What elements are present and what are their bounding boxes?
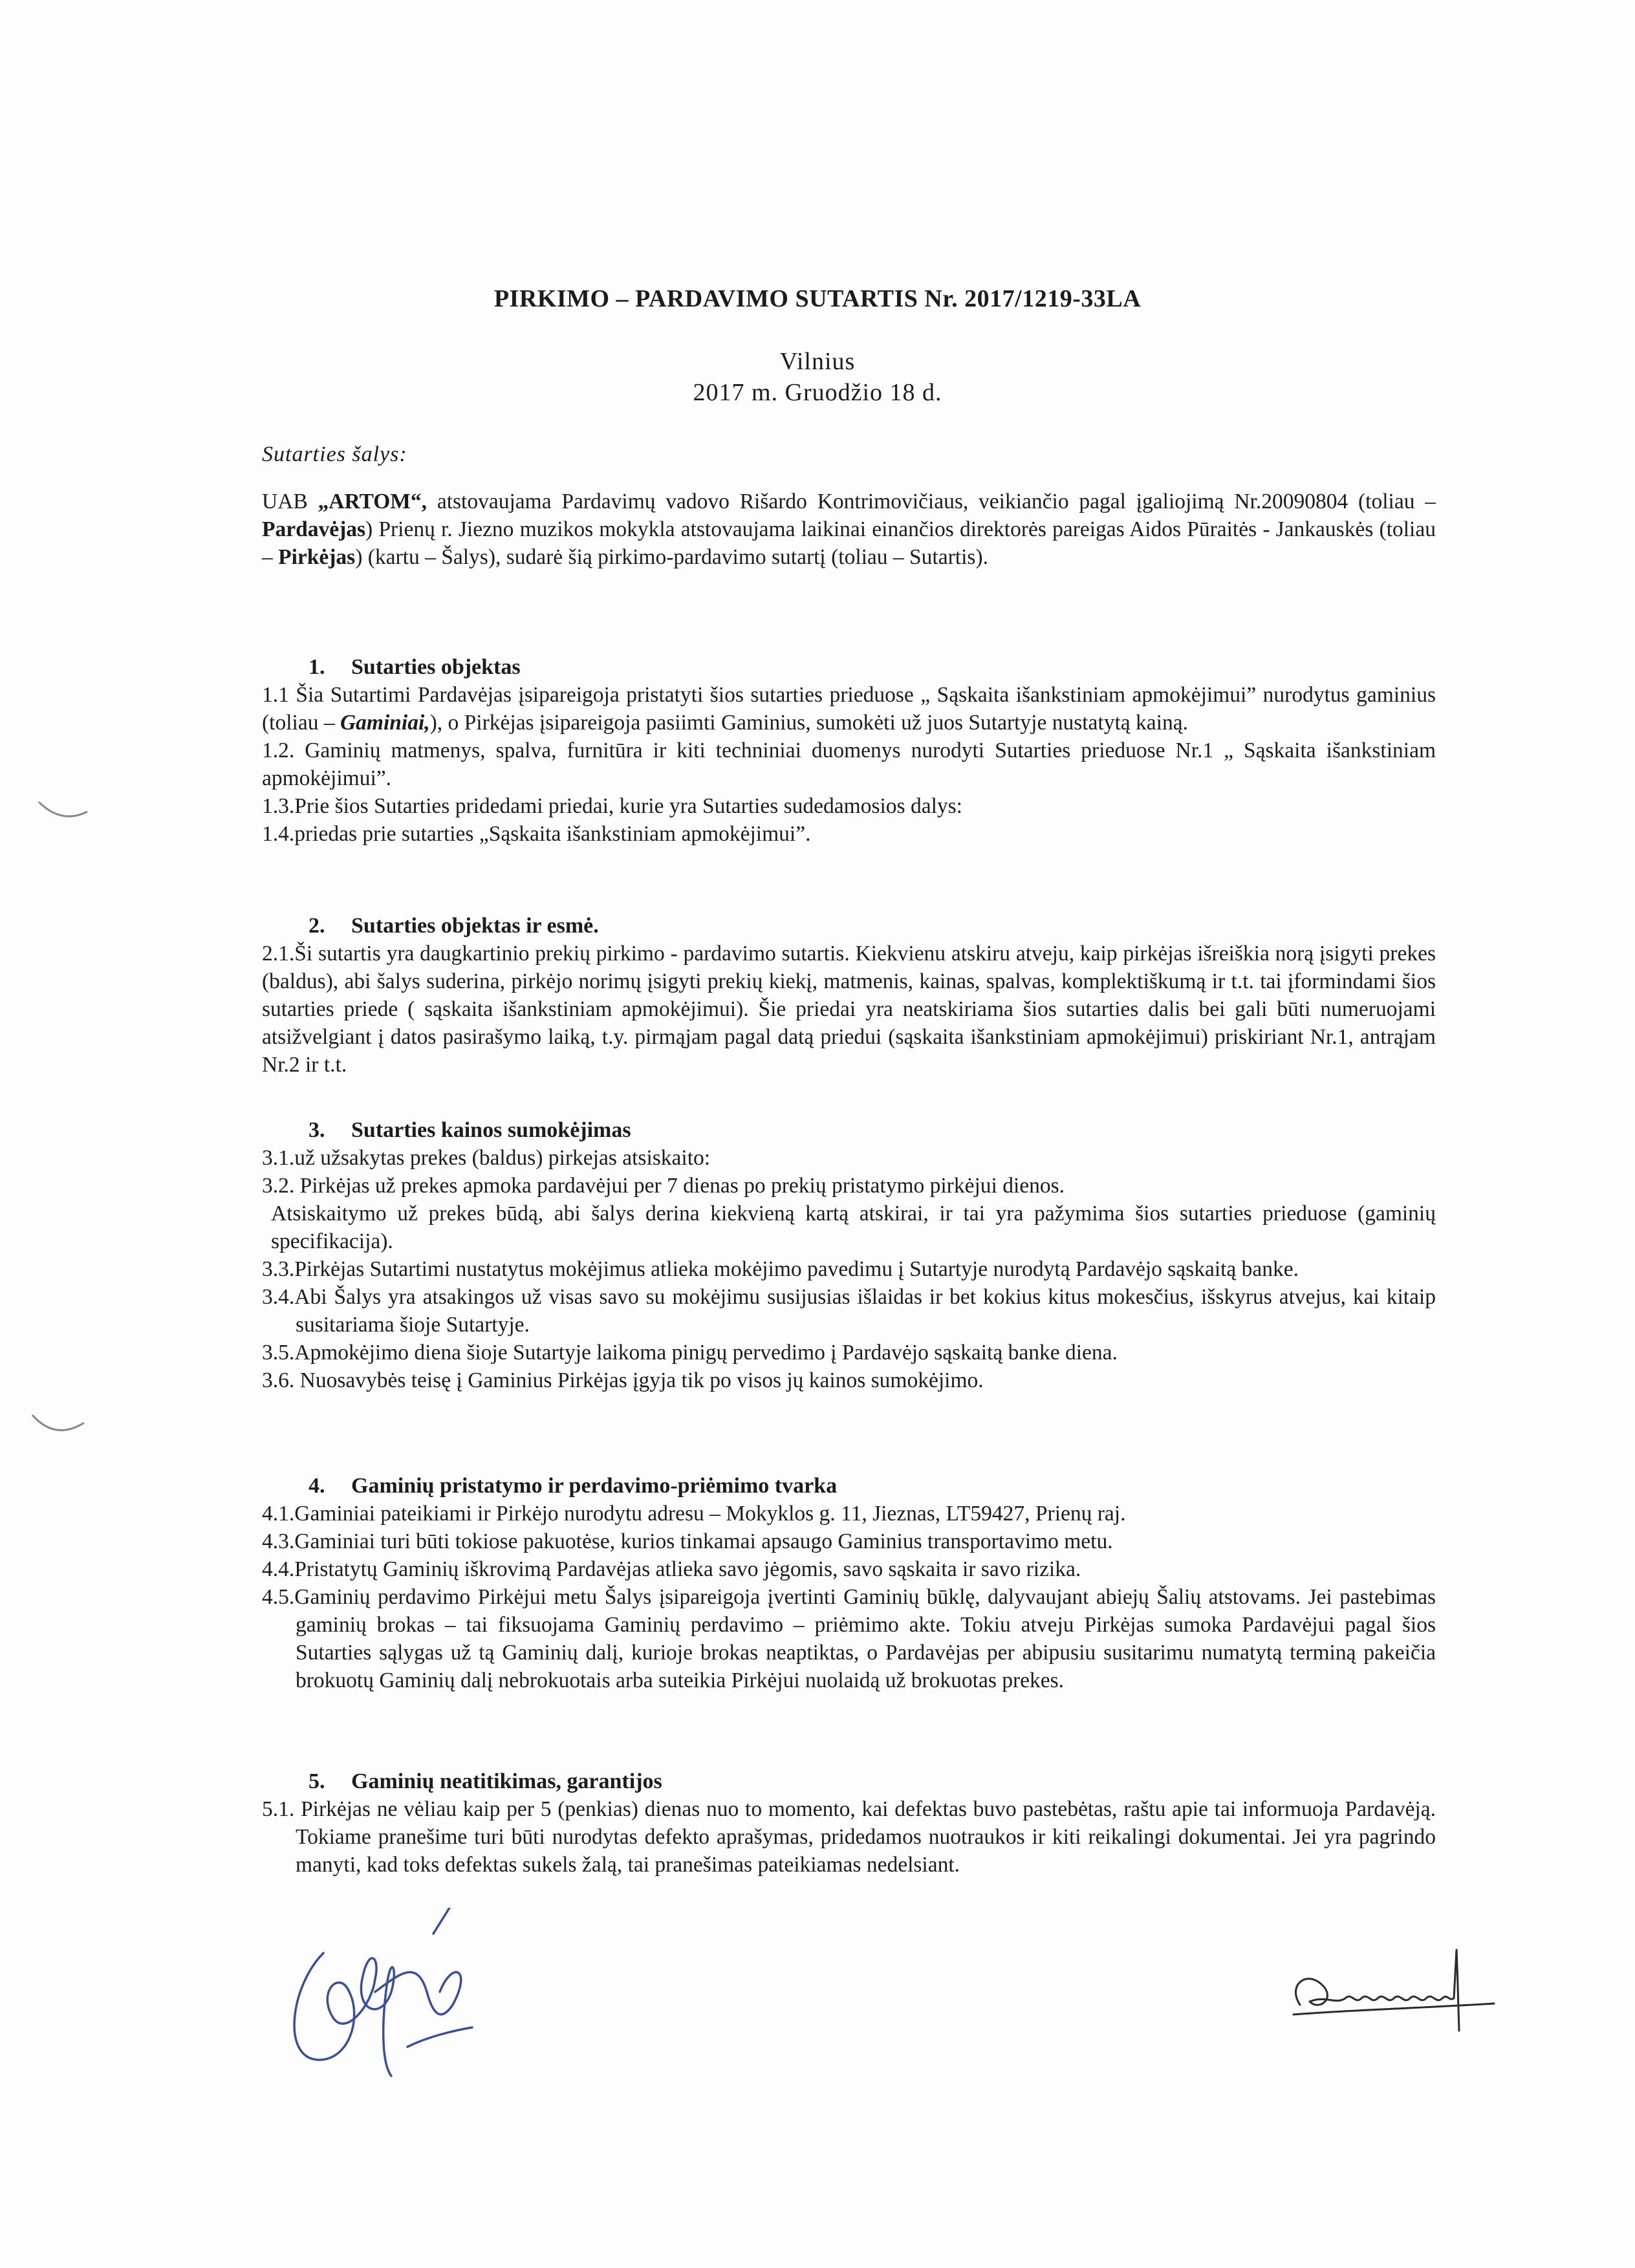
seller-company-name: „ARTOM“, — [318, 490, 428, 513]
section-heading — [262, 653, 1436, 681]
section-heading — [262, 1116, 1436, 1144]
section-heading — [262, 1472, 1436, 1500]
section-number: 5. — [309, 1769, 325, 1793]
binder-hole-mark — [26, 789, 103, 841]
parties-text: atstovaujama Pardavimų vadovo Rišardo Kontrimovičiaus, veikiančio pagal įgaliojimą Nr.20090804 (toliau – — [427, 490, 1436, 513]
clause-3-3: 3.3.Pirkėjas Sutartimi nustatytus mokėjimus atlieka mokėjimo pavedimu į Sutartyje nurodytą Pardavėjo sąskaitą banke. — [262, 1257, 1299, 1281]
parties-text: ) (kartu – Šalys), sudarė šią pirkimo-pardavimo sutartį (toliau – Sutartis). — [355, 545, 988, 569]
section-4 — [262, 1472, 1436, 1694]
clause-3-2: 3.2. Pirkėjas už prekes apmoka pardavėjui per 7 dienas po prekių pristatymo pirkėjui dienos. — [262, 1174, 1065, 1198]
clause-1-1 — [262, 681, 1436, 737]
binder-hole-mark — [19, 1403, 97, 1455]
clause-3-1: 3.1.už užsakytas prekes (baldus) pirkejas atsiskaito: — [262, 1146, 711, 1170]
section-title: Gaminių pristatymo ir perdavimo-priėmimo tvarka — [351, 1474, 838, 1498]
contract-title: PIRKIMO – PARDAVIMO SUTARTIS Nr. 2017/1219-33LA — [493, 285, 1142, 312]
section-2 — [262, 912, 1436, 1079]
section-heading — [262, 912, 1436, 940]
clause-3-5: 3.5.Apmokėjimo diena šioje Sutartyje laikoma pinigų pervedimo į Pardavėjo sąskaitą banke diena. — [262, 1341, 1118, 1365]
buyer-role: Pirkėjas — [278, 545, 356, 569]
buyer-signature — [278, 1908, 485, 2089]
section-title: Gaminių neatitikimas, garantijos — [351, 1769, 662, 1793]
clause-4-5: 4.5.Gaminių perdavimo Pirkėjui metu Šalys įsipareigoja įvertinti Gaminių būklę, dalyvaujant abiejų Šalių atstovams. Jei pastebimas gaminių brokas – tai fiksuojama Gaminių perdavimo – priėmimo akte. Tokiu atveju Pirkėjas sumoka Pardavėjui pagal šios Sutarties sąlygas už tą Gaminių dalį, kurioje brokas neaptiktas, o Pardavėjas per abipusiu susitarimu numatytą terminą pakeičia brokuotų Gaminių dalį nebrokuotais arba suteikia Pirkėjui nuolaidą už brokuotas prekes. — [262, 1585, 1436, 1692]
section-number: 1. — [309, 655, 325, 679]
section-title: Sutarties objektas — [351, 655, 521, 679]
section-1 — [262, 653, 1436, 848]
clause-4-1: 4.1.Gaminiai pateikiami ir Pirkėjo nurodytu adresu – Mokyklos g. 11, Jieznas, LT59427, Prienų raj. — [262, 1502, 1126, 1526]
clause-3-2-note: Atsiskaitymo už prekes būdą, abi šalys derina kiekvieną kartą atskirai, ir tai yra pažymima šios sutarties prieduose (gaminių specifikacija). — [271, 1202, 1436, 1253]
clause-3-6: 3.6. Nuosavybės teisę į Gaminius Pirkėjas įgyja tik po visos jų kainos sumokėjimo. — [262, 1368, 984, 1392]
section-number: 3. — [309, 1118, 325, 1142]
section-heading — [262, 1767, 1436, 1795]
clause-1-2: 1.2. Gaminių matmenys, spalva, furnitūra ir kiti techniniai duomenys nurodyti Sutarties prieduose Nr.1 „ Sąskaita išankstiniam apmokėjimui”. — [262, 739, 1436, 790]
parties-text: UAB — [262, 490, 318, 513]
clause-3-4: 3.4.Abi Šalys yra atsakingos už visas savo su mokėjimu susijusias išlaidas ir bet kokius kitus mokesčius, išskyrus atvejus, kai kitaip susitariama šioje Sutartyje. — [262, 1285, 1436, 1337]
section-3 — [262, 1116, 1436, 1394]
seller-signature — [1274, 1934, 1513, 2044]
clause-5-1: 5.1. Pirkėjas ne vėliau kaip per 5 (penkias) dienas nuo to momento, kai defektas buvo pastebėtas, raštu apie tai informuoja Pardavėją. Tokiame pranešime turi būti nurodytas defekto aprašymas, pridedamos nuotraukos ir kiti reikalingi dokumentai. Jei yra pagrindo manyti, kad toks defektas sukels žalą, tai pranešimas pateikiamas nedelsiant. — [262, 1797, 1436, 1877]
seller-role: Pardavėjas — [262, 517, 366, 541]
clause-1-4: 1.4.priedas prie sutarties „Sąskaita išankstiniam apmokėjimui”. — [262, 822, 811, 846]
contract-city: Vilnius — [779, 348, 856, 375]
clause-4-4: 4.4.Pristatytų Gaminių iškrovimą Pardavėjas atlieka savo jėgomis, savo sąskaita ir savo rizika. — [262, 1557, 1081, 1581]
parties-label: Sutarties šalys: — [262, 442, 407, 466]
clause-text: 1.1 Šia Sutartimi Pardavėjas įsipareigoja pristatyti šios sutarties prieduose „ Sąskaita išankstiniam apmokėjimui” nurodytus gaminius (toliau – — [262, 683, 1436, 735]
section-title: Sutarties objektas ir esmė. — [351, 914, 599, 938]
clause-2-1: 2.1.Ši sutartis yra daugkartinio prekių pirkimo - pardavimo sutartis. Kiekvienu atskiru atveju, kaip pirkėjas išreiškia norą įsigyti prekes (baldus), abi šalys suderina, pirkėjo norimų įsigyti prekių kiekį, matmenis, kainas, spalvas, komplektiškumą ir t.t. tai įformindami šios sutarties priede ( sąskaita išankstiniam apmokėjimui). Šie priedai yra neatskiriama šios sutarties dalis bei gali būti numeruojami atsižvelgiant į datos pasirašymo laiką, t.y. pirmąjam pagal datą priedui (sąskaita išankstiniam apmokėjimui) priskiriant Nr.1, antrąjam Nr.2 ir t.t. — [262, 942, 1436, 1077]
clause-4-3: 4.3.Gaminiai turi būti tokiose pakuotėse, kurios tinkamai apsaugo Gaminius transportavimo metu. — [262, 1529, 1113, 1553]
parties-paragraph — [262, 488, 1436, 571]
section-number: 2. — [309, 914, 325, 938]
parties-text: ) Prienų r. Jiezno muzikos mokykla atstovaujama laikinai einančios direktorės pareigas Aidos Pūraitės - Jankauskės (toliau – — [262, 517, 1436, 569]
clause-text: ), o Pirkėjas įsipareigoja pasiimti Gaminius, sumokėti už juos Sutartyje nustatytą kainą. — [429, 711, 1188, 735]
contract-date: 2017 m. Gruodžio 18 d. — [693, 379, 942, 406]
defined-term: Gaminiai, — [340, 711, 430, 735]
section-number: 4. — [309, 1474, 325, 1498]
section-5 — [262, 1767, 1436, 1879]
clause-1-3: 1.3.Prie šios Sutarties pridedami priedai, kurie yra Sutarties sudedamosios dalys: — [262, 794, 962, 818]
section-title: Sutarties kainos sumokėjimas — [351, 1118, 631, 1142]
